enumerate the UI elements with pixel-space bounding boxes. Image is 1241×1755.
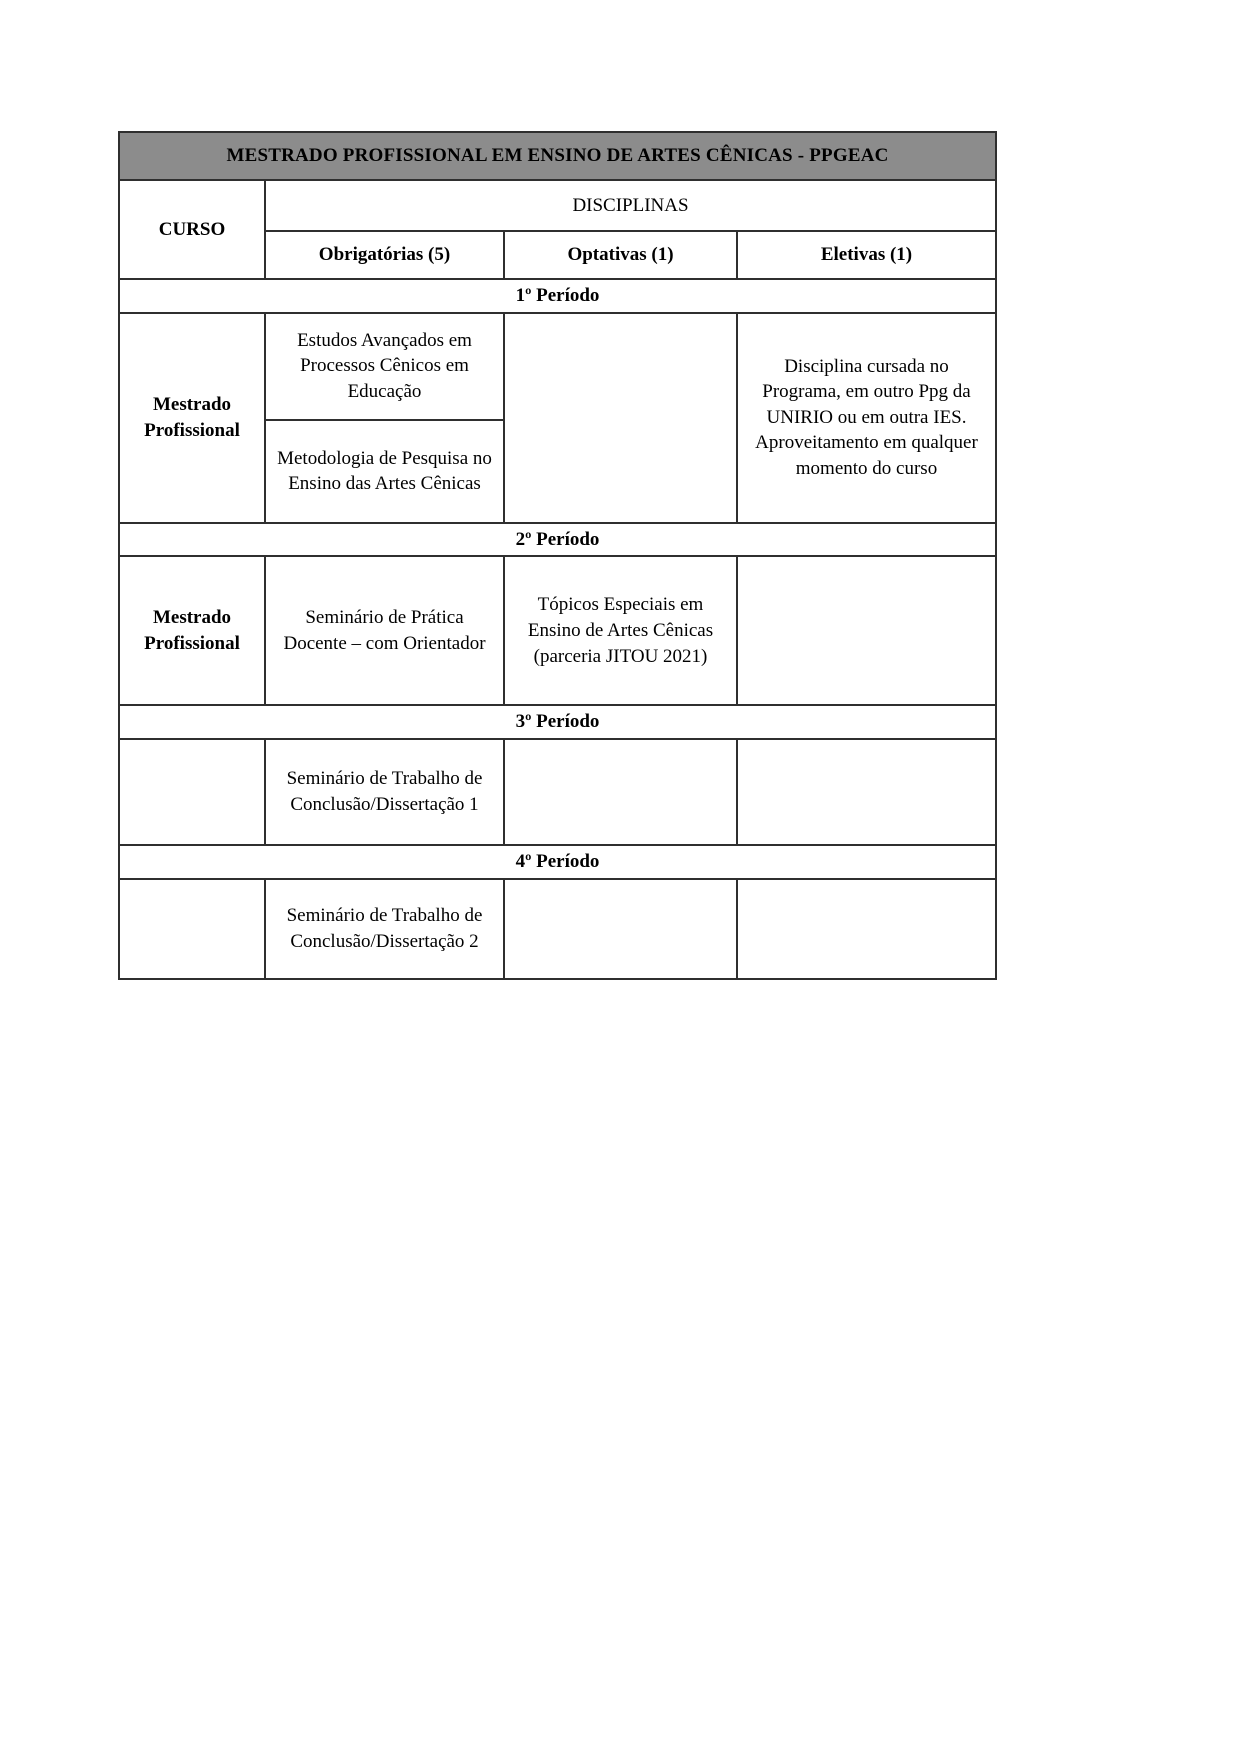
period-1-header: 1º Período bbox=[119, 279, 996, 313]
period-1-optativa-cell bbox=[504, 313, 737, 523]
period-3-obrigatoria-cell: Seminário de Trabalho de Conclusão/Dissertação 1 bbox=[265, 739, 504, 845]
table-title: MESTRADO PROFISSIONAL EM ENSINO DE ARTES CÊNICAS - PPGEAC bbox=[119, 132, 996, 180]
period-3-curso-cell bbox=[119, 739, 265, 845]
period-2-obrigatoria-cell: Seminário de Prática Docente – com Orientador bbox=[265, 556, 504, 705]
curriculum-table bbox=[118, 131, 997, 980]
optativas-column-header: Optativas (1) bbox=[504, 231, 737, 279]
period-1-obrigatoria-2-cell: Metodologia de Pesquisa no Ensino das Artes Cênicas bbox=[265, 420, 504, 523]
period-1-eletiva-cell: Disciplina cursada no Programa, em outro Ppg da UNIRIO ou em outra IES. Aproveitamento em qualquer momento do curso bbox=[737, 313, 996, 523]
period-2-header: 2º Período bbox=[119, 523, 996, 557]
period-4-curso-cell bbox=[119, 879, 265, 979]
period-1-obrigatoria-1-cell: Estudos Avançados em Processos Cênicos em Educação bbox=[265, 313, 504, 420]
disciplinas-header: DISCIPLINAS bbox=[265, 180, 996, 231]
period-2-optativa-cell: Tópicos Especiais em Ensino de Artes Cênicas (parceria JITOU 2021) bbox=[504, 556, 737, 705]
period-4-eletiva-cell bbox=[737, 879, 996, 979]
period-4-header: 4º Período bbox=[119, 845, 996, 879]
period-4-obrigatoria-cell: Seminário de Trabalho de Conclusão/Dissertação 2 bbox=[265, 879, 504, 979]
period-3-header: 3º Período bbox=[119, 705, 996, 739]
period-1-curso-cell: Mestrado Profissional bbox=[119, 313, 265, 523]
period-2-curso-cell: Mestrado Profissional bbox=[119, 556, 265, 705]
period-3-eletiva-cell bbox=[737, 739, 996, 845]
period-3-optativa-cell bbox=[504, 739, 737, 845]
obrigatorias-column-header: Obrigatórias (5) bbox=[265, 231, 504, 279]
eletivas-column-header: Eletivas (1) bbox=[737, 231, 996, 279]
period-2-eletiva-cell bbox=[737, 556, 996, 705]
curso-column-header: CURSO bbox=[119, 180, 265, 279]
period-4-optativa-cell bbox=[504, 879, 737, 979]
